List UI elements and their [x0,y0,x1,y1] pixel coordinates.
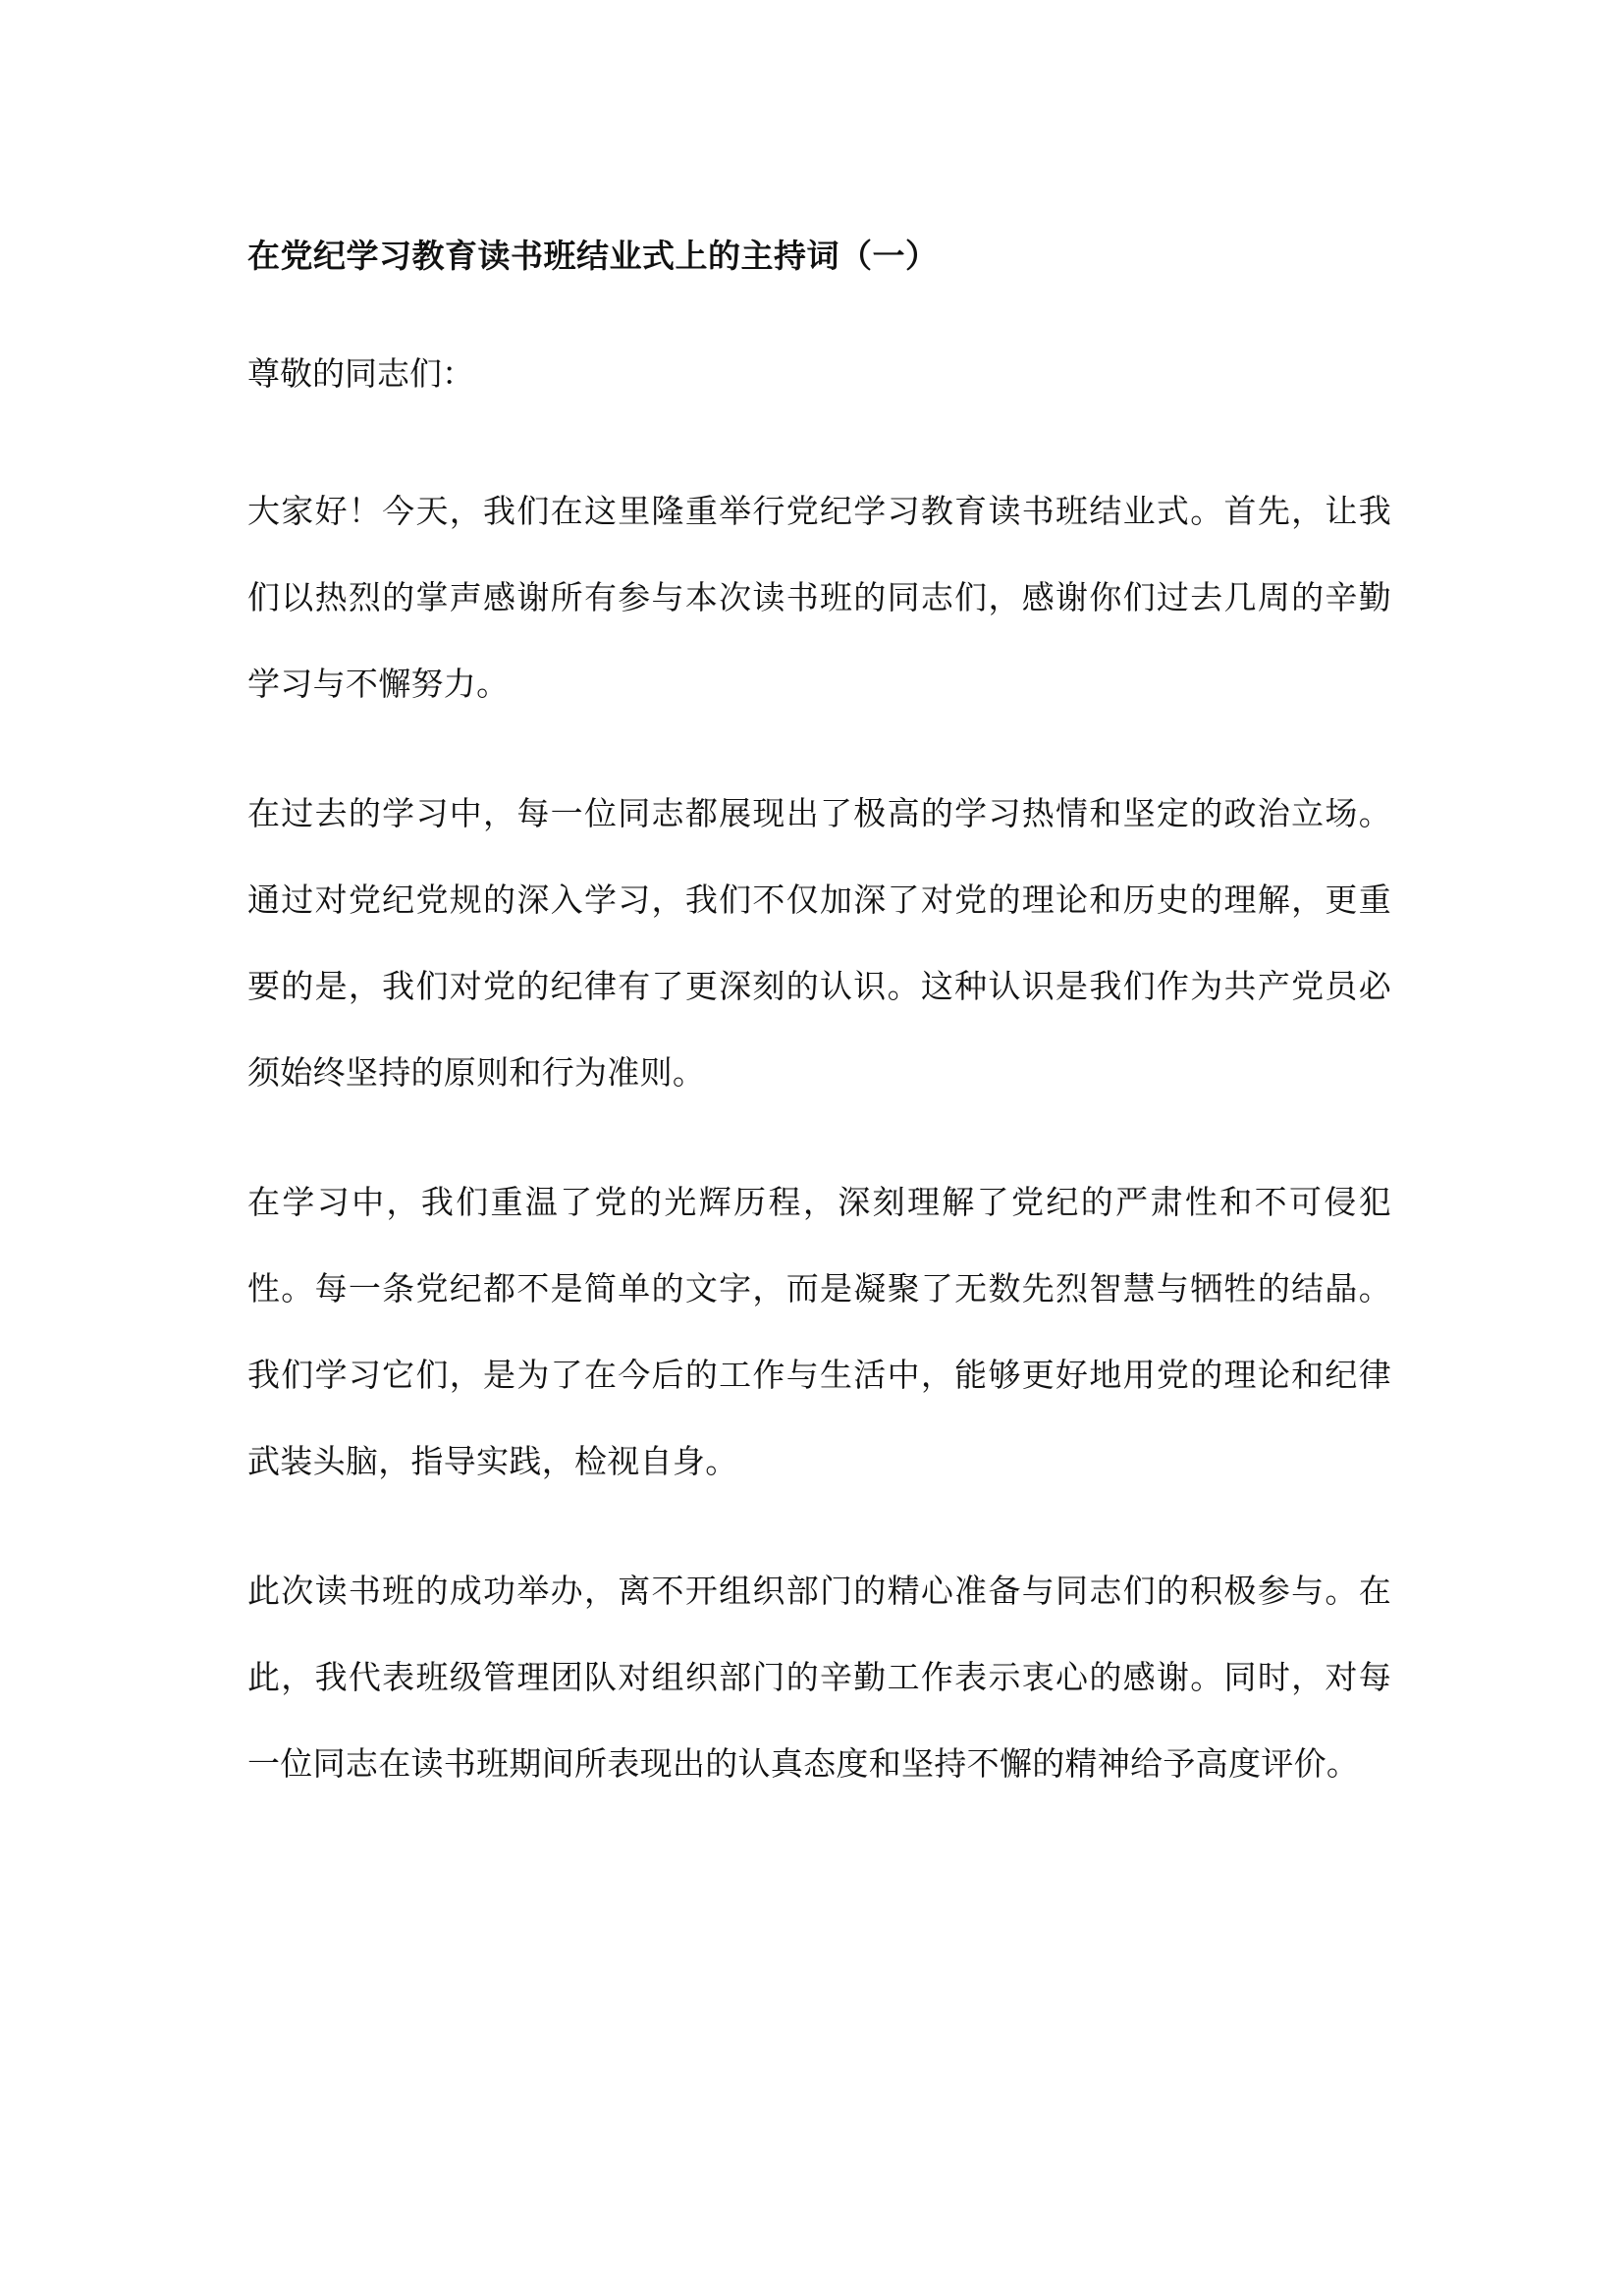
paragraph-learning-review: 在过去的学习中，每一位同志都展现出了极高的学习热情和坚定的政治立场。通过对党纪党规的深入学习，我们不仅加深了对党的理论和历史的理解，更重要的是，我们对党的纪律有了更深刻的认识。这种认识是我们作为共产党员必须始终坚持的原则和行为准则。 [247,794,1391,1092]
document-title: 在党纪学习教育读书班结业式上的主持词（一） [247,237,939,275]
paragraph-opening: 大家好！今天，我们在这里隆重举行党纪学习教育读书班结业式。首先，让我们以热烈的掌声感谢所有参与本次读书班的同志们，感谢你们过去几周的辛勤学习与不懈努力。 [247,492,1391,703]
salutation: 尊敬的同志们： [247,354,474,393]
paragraph-acknowledgement: 此次读书班的成功举办，离不开组织部门的精心准备与同志们的积极参与。在此，我代表班级管理团队对组织部门的辛勤工作表示衷心的感谢。同时，对每一位同志在读书班期间所表现出的认真态度和坚持不懈的精神给予高度评价。 [247,1572,1391,1783]
paragraph-party-history: 在学习中，我们重温了党的光辉历程，深刻理解了党纪的严肃性和不可侵犯性。每一条党纪都不是简单的文字，而是凝聚了无数先烈智慧与牺牲的结晶。我们学习它们，是为了在今后的工作与生活中，能够更好地用党的理论和纪律武装头脑，指导实践，检视自身。 [247,1183,1391,1480]
document-body [247,221,1391,1850]
